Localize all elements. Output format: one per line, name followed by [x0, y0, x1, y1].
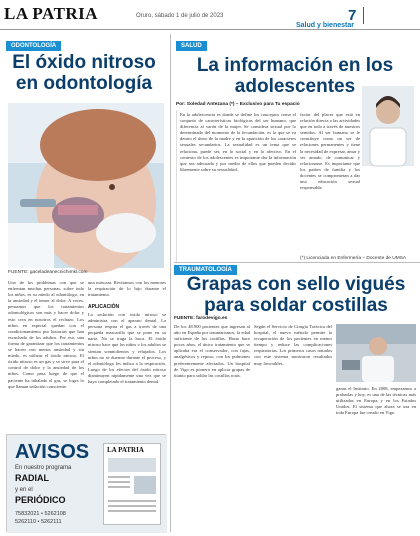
article-source: FUENTE: farodevigo.es: [174, 316, 228, 321]
article-body-col3: ganas el Instituto. En 2008, empezamos a probarlas y hoy, es una de las técnicas más utilizadas en Europa y en los Estados Unidos. El sistema que ahora se usa en toda Europa fue creado en Vigo.: [336, 386, 416, 416]
advertisement-avisos[interactable]: [6, 434, 166, 532]
author-photo: [362, 86, 414, 166]
article-title-grapas: Grapas con sello vigués para soldar costillas: [186, 274, 406, 316]
section-tag-salud: SALUD: [176, 41, 207, 51]
newspaper-logo: LA PATRIA: [4, 4, 99, 23]
article-body-col1: Uno de los problemas con que se enfrentan muchas personas, sobre todo los niños, es su miedo al odontólogo, en la ansiedad y el temor al dolor. A veces, pensamos que los tratamientos odontológicos son más y hacer dolor y esto crea en nosotros el rechazo. Los niños en especial quedan con el condicionamiento por historias que han escuchado de los adultos. Por eso, una forma de garantizar que los tratamientos se hacen con menos ansiedad y sin miedo, es utilizar el óxido nitroso. El óxido nitroso es un gas y se sirve para el control de dolor y la ansiedad de los niños. Como pasa luego de que el paciente ha inhalado el gas, se logra lo que llaman sedación consciente.: [8, 280, 84, 389]
ad-line-1: En nuestro programa: [15, 465, 72, 471]
ad-line-3: y en el: [15, 487, 33, 493]
article-body-col1: De los 48.900 pacientes que ingresan al año en España por traumatismos, la edad suficiente de los costillas. Hasta hace pocos años, el único tratamiento que se aplicaba era el conservador, con fajas, analgésicos y reposo, con los pulmones preferentemente afectados. Un hospital de Vigo es pionero en aplicar grapas de titanio para soldar las costillas rotas.: [174, 324, 250, 378]
inner-divider: [176, 110, 177, 262]
article-body-col2-intro: una máscara. Revisamos con los menores la respiración de lo hijo durante el tratamiento.: [88, 280, 166, 298]
photo-caption: FUENTE: gaceladeanecnichimkl.com: [8, 270, 88, 275]
doctor-photo: [336, 324, 416, 382]
article-body-col2: Según el Servicio de Cirugía Torácica del hospital, el nuevo método permite la recuperación de los pacientes en menor tiempo y reduce las complicaciones respiratorias. Los primeros casos tratados con este sistema mostraron resultados muy favorables.: [254, 324, 332, 366]
article-byline: Por: Soledad Antezana (*) – Exclusivo para Tu espacio: [176, 102, 300, 107]
doctor-illustration: [336, 324, 416, 382]
section-title: Salud y bienestar: [296, 22, 354, 29]
ad-newspaper-image: [103, 443, 161, 525]
author-portrait: [362, 86, 414, 166]
article-body-col1: En la adolescencia es donde se define los conceptos como el conjunto de características biológicas del ser humano, que diferencia al varón de la mujer. Se considera sexual por lo determinado del momento de la fecundación, es lo que se va dentro el útero de la madre y en la aparición de los caracteres sexuales secundarios. La sexualidad es un tema que se relaciona, puede ser, en lo social y en lo afectivo. En el contexto de los adolescentes es importante dar la información que sea adecuada y por medio de ellos que pueden decidir libremente sobre su sexualidad.: [180, 112, 296, 172]
ad-newspaper-title: LA PATRIA: [107, 446, 144, 454]
section-tag-odontologia: ODONTOLOGÍA: [6, 41, 61, 51]
article-photo-dental: [8, 103, 164, 268]
page-number: 7: [348, 7, 357, 24]
ad-newspaper-lines: [104, 456, 160, 524]
article-body-col2: La sedación con óxido nitroso se administra con el aparato dental. La persona respira el gas a través de una pequeña mascarilla que se pone en su nariz. No se traga la boca. El óxido nitroso hace que los niños o los adultos se sientan somnolientos y relajados. Los niños no se duerme durante el proceso, y el odontólogo les indica a la respiración. Luego de los efectos del óxido nitroso disminuyen rápidamente una vez que se haya completado el tratamiento dental.: [88, 312, 166, 385]
ad-line-4: PERIÓDICO: [15, 495, 66, 505]
author-caption: (*) Licenciada en Enfermería – Docente de UMSA: [300, 256, 407, 261]
ad-brand: AVISOS: [15, 441, 90, 463]
article-title-oxido-nitroso: El óxido nitroso en odontología: [12, 52, 156, 94]
article-title-adolescentes: La información en los adolescentes: [196, 55, 394, 97]
subheading-aplicacion: APLICACIÓN: [88, 304, 120, 310]
dateline: Oruro, sábado 1 de julio de 2023: [136, 13, 224, 19]
dental-patient-illustration: [8, 103, 164, 268]
ad-line-2: RADIAL: [15, 473, 49, 483]
column-divider: [170, 34, 171, 532]
ad-phone-2: 5262110 • 5262111: [15, 519, 62, 525]
page-number-divider: [363, 7, 364, 24]
ad-phone-1: 75832021 • 5262108: [15, 511, 66, 517]
section-divider: [174, 262, 420, 263]
article-body-col2-intro: factor del placer que está en relación directa a las actividades que en todo a través de nuestros sentidos. Al ser humano se le constituye como un ser de relaciones permanentes y tiene la necesidad de expresar, amar y ser amado, de comunicar y relacionarse. Es importante que los padres de familia y los docentes se comprometan a dar una educación sexual responsable.: [300, 112, 360, 191]
section-tag-traumatologia: TRAUMATOLOGÍA: [174, 265, 237, 275]
